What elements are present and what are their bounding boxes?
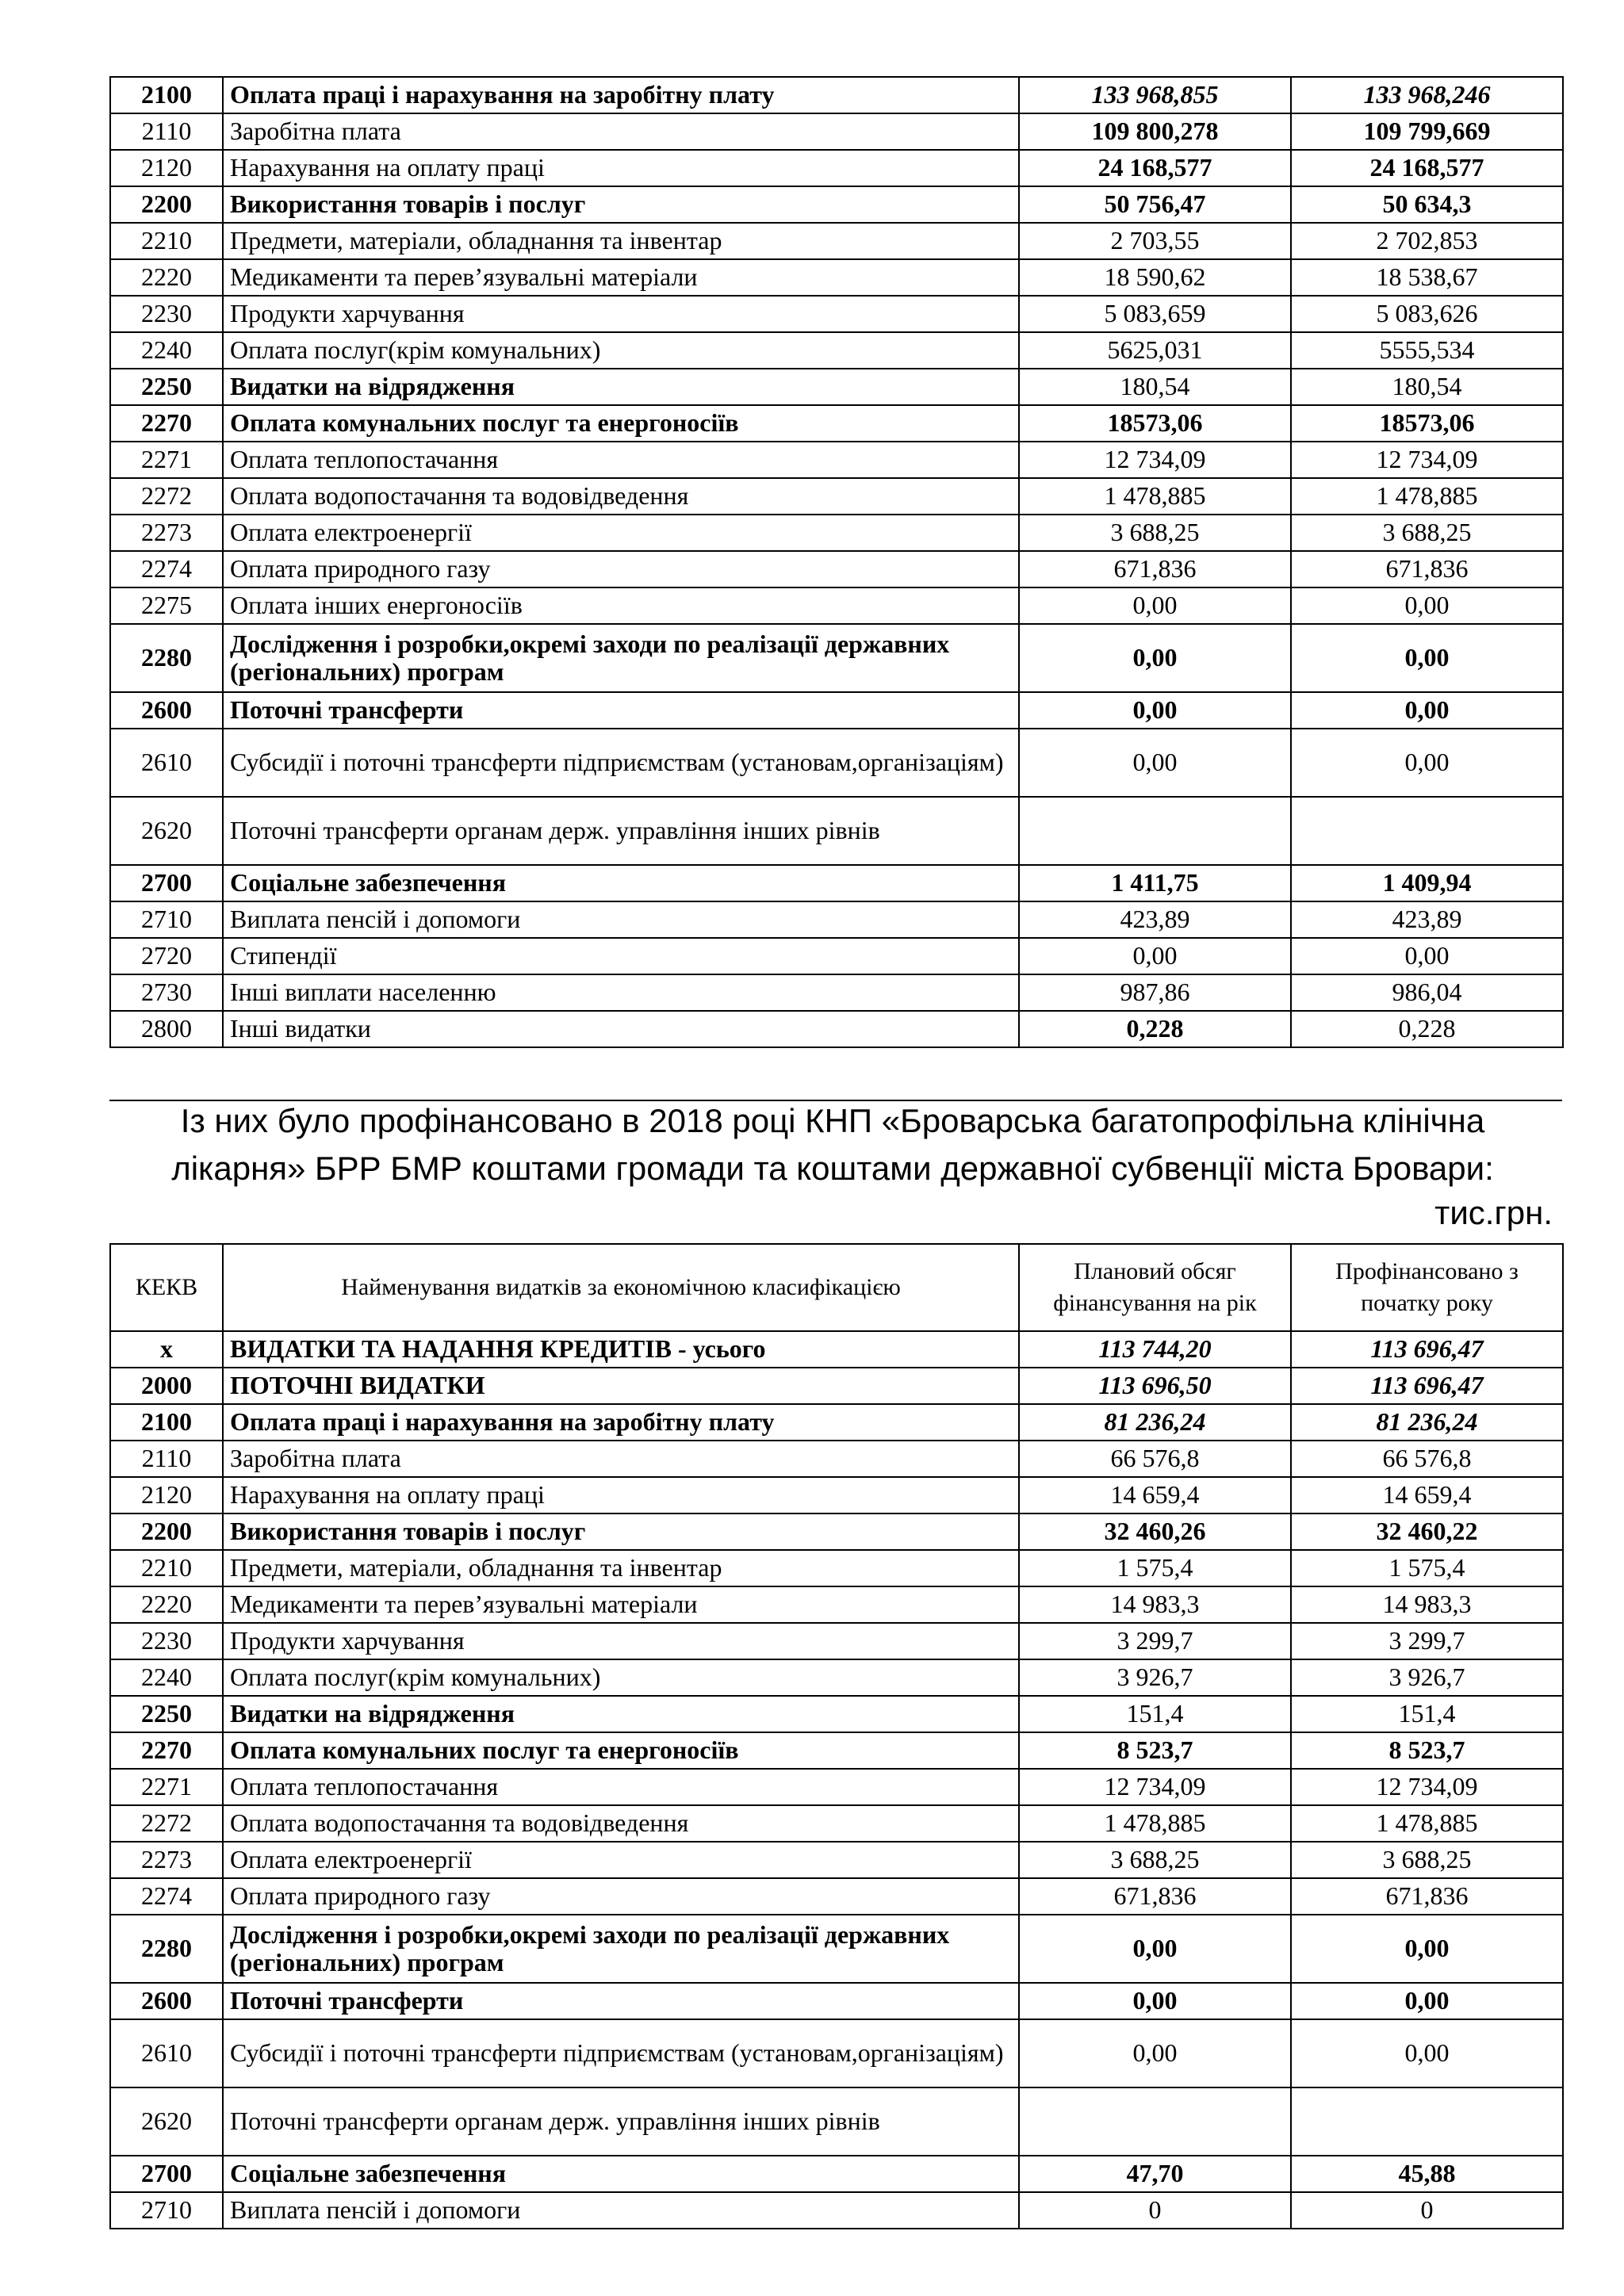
row-code: 2220 bbox=[110, 259, 223, 296]
row-name: Субсидії і поточні трансферти підприємствам (установам,організаціям) bbox=[223, 729, 1019, 797]
row-plan: 14 659,4 bbox=[1019, 1477, 1291, 1513]
row-name: ВИДАТКИ ТА НАДАННЯ КРЕДИТІВ - усього bbox=[223, 1331, 1019, 1368]
row-plan: 8 523,7 bbox=[1019, 1732, 1291, 1769]
row-code: 2240 bbox=[110, 332, 223, 369]
row-fact: 109 799,669 bbox=[1291, 113, 1563, 150]
row-code: 2280 bbox=[110, 1915, 223, 1983]
row-fact bbox=[1291, 2087, 1563, 2156]
row-name: Оплата комунальних послуг та енергоносіїв bbox=[223, 1732, 1019, 1769]
table-row bbox=[110, 1659, 1563, 1696]
row-name: Продукти харчування bbox=[223, 296, 1019, 332]
row-fact: 0,00 bbox=[1291, 1983, 1563, 2019]
table-row bbox=[110, 1513, 1563, 1550]
row-code: 2230 bbox=[110, 296, 223, 332]
row-plan: 14 983,3 bbox=[1019, 1586, 1291, 1623]
row-code: 2700 bbox=[110, 865, 223, 901]
row-fact: 3 688,25 bbox=[1291, 1842, 1563, 1878]
row-code: 2250 bbox=[110, 1696, 223, 1732]
row-name: Оплата комунальних послуг та енергоносіїв bbox=[223, 405, 1019, 442]
row-code: 2250 bbox=[110, 369, 223, 405]
row-name: Виплата пенсій і допомоги bbox=[223, 2192, 1019, 2229]
row-fact: 32 460,22 bbox=[1291, 1513, 1563, 1550]
row-name: Видатки на відрядження bbox=[223, 369, 1019, 405]
row-name: Оплата природного газу bbox=[223, 551, 1019, 587]
row-plan: 109 800,278 bbox=[1019, 113, 1291, 150]
row-name: Інші видатки bbox=[223, 1011, 1019, 1047]
table-row bbox=[110, 2156, 1563, 2192]
row-plan: 3 299,7 bbox=[1019, 1623, 1291, 1659]
row-plan: 0 bbox=[1019, 2192, 1291, 2229]
row-fact: 0,00 bbox=[1291, 1915, 1563, 1983]
row-code: 2710 bbox=[110, 2192, 223, 2229]
header-code: КЕКВ bbox=[110, 1244, 223, 1331]
table-row bbox=[110, 515, 1563, 551]
row-code: 2120 bbox=[110, 150, 223, 186]
row-plan: 3 688,25 bbox=[1019, 515, 1291, 551]
row-plan: 0,00 bbox=[1019, 1983, 1291, 2019]
row-fact: 3 299,7 bbox=[1291, 1623, 1563, 1659]
row-code: 2210 bbox=[110, 223, 223, 259]
row-code: 2271 bbox=[110, 442, 223, 478]
row-plan: 12 734,09 bbox=[1019, 1769, 1291, 1805]
row-code: 2610 bbox=[110, 2019, 223, 2087]
table-row bbox=[110, 624, 1563, 692]
row-code: 2100 bbox=[110, 1404, 223, 1441]
table-row bbox=[110, 1550, 1563, 1586]
row-fact: 1 575,4 bbox=[1291, 1550, 1563, 1586]
row-plan: 50 756,47 bbox=[1019, 186, 1291, 223]
row-fact: 0,00 bbox=[1291, 587, 1563, 624]
table-row bbox=[110, 901, 1563, 938]
row-code: 2230 bbox=[110, 1623, 223, 1659]
row-code: 2240 bbox=[110, 1659, 223, 1696]
row-name: Оплата природного газу bbox=[223, 1878, 1019, 1915]
row-fact: 8 523,7 bbox=[1291, 1732, 1563, 1769]
row-plan: 151,4 bbox=[1019, 1696, 1291, 1732]
table-row bbox=[110, 1842, 1563, 1878]
table-row bbox=[110, 2087, 1563, 2156]
row-fact: 423,89 bbox=[1291, 901, 1563, 938]
row-plan: 66 576,8 bbox=[1019, 1441, 1291, 1477]
row-plan: 3 926,7 bbox=[1019, 1659, 1291, 1696]
row-plan: 0,00 bbox=[1019, 729, 1291, 797]
table-row bbox=[110, 2019, 1563, 2087]
row-fact: 671,836 bbox=[1291, 551, 1563, 587]
row-code: 2710 bbox=[110, 901, 223, 938]
table-row bbox=[110, 405, 1563, 442]
row-fact: 12 734,09 bbox=[1291, 442, 1563, 478]
row-name: Оплата послуг(крім комунальних) bbox=[223, 1659, 1019, 1696]
table-row bbox=[110, 1011, 1563, 1047]
row-plan: 0,228 bbox=[1019, 1011, 1291, 1047]
row-name: Оплата інших енергоносіїв bbox=[223, 587, 1019, 624]
row-code: 2273 bbox=[110, 1842, 223, 1878]
row-code: 2274 bbox=[110, 551, 223, 587]
row-name: Оплата водопостачання та водовідведення bbox=[223, 1805, 1019, 1842]
row-name: Оплата праці і нарахування на заробітну плату bbox=[223, 77, 1019, 113]
expenditure-table-1-body bbox=[110, 77, 1563, 1047]
table-row bbox=[110, 1477, 1563, 1513]
row-name: Інші виплати населенню bbox=[223, 974, 1019, 1011]
row-fact: 5 083,626 bbox=[1291, 296, 1563, 332]
row-fact: 66 576,8 bbox=[1291, 1441, 1563, 1477]
row-name: Оплата теплопостачання bbox=[223, 1769, 1019, 1805]
row-fact: 12 734,09 bbox=[1291, 1769, 1563, 1805]
row-code: 2272 bbox=[110, 478, 223, 515]
row-code: 2000 bbox=[110, 1368, 223, 1404]
row-plan: 5625,031 bbox=[1019, 332, 1291, 369]
row-code: 2200 bbox=[110, 1513, 223, 1550]
row-name: Заробітна плата bbox=[223, 113, 1019, 150]
row-fact: 133 968,246 bbox=[1291, 77, 1563, 113]
row-plan: 1 411,75 bbox=[1019, 865, 1291, 901]
table-row bbox=[110, 77, 1563, 113]
row-name: Предмети, матеріали, обладнання та інвентар bbox=[223, 1550, 1019, 1586]
row-fact: 986,04 bbox=[1291, 974, 1563, 1011]
row-code: 2280 bbox=[110, 624, 223, 692]
row-name: Використання товарів і послуг bbox=[223, 186, 1019, 223]
row-name: Видатки на відрядження bbox=[223, 1696, 1019, 1732]
row-code: 2720 bbox=[110, 938, 223, 974]
row-fact: 3 926,7 bbox=[1291, 1659, 1563, 1696]
row-plan: 0,00 bbox=[1019, 624, 1291, 692]
row-plan bbox=[1019, 797, 1291, 865]
row-code: 2610 bbox=[110, 729, 223, 797]
row-fact: 50 634,3 bbox=[1291, 186, 1563, 223]
row-name: Оплата електроенергії bbox=[223, 1842, 1019, 1878]
row-name: Предмети, матеріали, обладнання та інвентар bbox=[223, 223, 1019, 259]
table-row bbox=[110, 1623, 1563, 1659]
table-row bbox=[110, 296, 1563, 332]
row-fact: 0,228 bbox=[1291, 1011, 1563, 1047]
row-code: 2272 bbox=[110, 1805, 223, 1842]
row-code: 2220 bbox=[110, 1586, 223, 1623]
row-plan: 671,836 bbox=[1019, 1878, 1291, 1915]
table-row bbox=[110, 2192, 1563, 2229]
row-plan: 12 734,09 bbox=[1019, 442, 1291, 478]
row-plan: 180,54 bbox=[1019, 369, 1291, 405]
row-code: 2620 bbox=[110, 2087, 223, 2156]
row-fact: 180,54 bbox=[1291, 369, 1563, 405]
row-plan: 18573,06 bbox=[1019, 405, 1291, 442]
row-fact: 0,00 bbox=[1291, 692, 1563, 729]
row-name: Поточні трансферти органам держ. управління інших рівнів bbox=[223, 2087, 1019, 2156]
row-name: Соціальне забезпечення bbox=[223, 2156, 1019, 2192]
row-name: Субсидії і поточні трансферти підприємствам (установам,організаціям) bbox=[223, 2019, 1019, 2087]
table-row bbox=[110, 974, 1563, 1011]
row-fact: 3 688,25 bbox=[1291, 515, 1563, 551]
row-plan: 113 744,20 bbox=[1019, 1331, 1291, 1368]
row-fact: 1 478,885 bbox=[1291, 1805, 1563, 1842]
row-plan: 32 460,26 bbox=[1019, 1513, 1291, 1550]
row-code: 2275 bbox=[110, 587, 223, 624]
row-plan: 5 083,659 bbox=[1019, 296, 1291, 332]
table-row bbox=[110, 729, 1563, 797]
expenditure-table-2-body bbox=[110, 1244, 1563, 2229]
row-fact: 671,836 bbox=[1291, 1878, 1563, 1915]
table-row bbox=[110, 1915, 1563, 1983]
row-fact: 81 236,24 bbox=[1291, 1404, 1563, 1441]
row-name: Дослідження і розробки,окремі заходи по реалізації державних (регіональних) програм bbox=[223, 1915, 1019, 1983]
row-name: Оплата праці і нарахування на заробітну плату bbox=[223, 1404, 1019, 1441]
row-plan: 1 478,885 bbox=[1019, 478, 1291, 515]
table-row bbox=[110, 865, 1563, 901]
row-code: 2100 bbox=[110, 77, 223, 113]
row-plan bbox=[1019, 2087, 1291, 2156]
row-code: 2270 bbox=[110, 405, 223, 442]
table-row bbox=[110, 551, 1563, 587]
row-name: Соціальне забезпечення bbox=[223, 865, 1019, 901]
row-name: Поточні трансферти bbox=[223, 1983, 1019, 2019]
table-row bbox=[110, 1586, 1563, 1623]
row-name: Поточні трансферти bbox=[223, 692, 1019, 729]
row-fact: 0,00 bbox=[1291, 624, 1563, 692]
table-row bbox=[110, 1732, 1563, 1769]
row-fact: 14 983,3 bbox=[1291, 1586, 1563, 1623]
row-code: 2274 bbox=[110, 1878, 223, 1915]
table-row bbox=[110, 587, 1563, 624]
row-fact: 1 409,94 bbox=[1291, 865, 1563, 901]
table-row bbox=[110, 1696, 1563, 1732]
table-row bbox=[110, 1769, 1563, 1805]
row-plan: 18 590,62 bbox=[1019, 259, 1291, 296]
unit-label: тис.грн. bbox=[1434, 1194, 1553, 1231]
row-fact: 1 478,885 bbox=[1291, 478, 1563, 515]
row-name: Виплата пенсій і допомоги bbox=[223, 901, 1019, 938]
row-name: Дослідження і розробки,окремі заходи по реалізації державних (регіональних) програм bbox=[223, 624, 1019, 692]
row-code: 2620 bbox=[110, 797, 223, 865]
intro-paragraph: Із них було профінансовано в 2018 році КНП «Броварська багатопрофільна клінічна лікарня» БРР БМР коштами громади та коштами державної субвенції міста Бровари: bbox=[171, 1102, 1494, 1187]
row-fact: 18 538,67 bbox=[1291, 259, 1563, 296]
table-row bbox=[110, 1368, 1563, 1404]
table-row bbox=[110, 478, 1563, 515]
row-fact bbox=[1291, 797, 1563, 865]
row-code: 2273 bbox=[110, 515, 223, 551]
table-row bbox=[110, 1805, 1563, 1842]
row-name: ПОТОЧНІ ВИДАТКИ bbox=[223, 1368, 1019, 1404]
table-row bbox=[110, 797, 1563, 865]
row-plan: 671,836 bbox=[1019, 551, 1291, 587]
row-code: 2110 bbox=[110, 113, 223, 150]
row-plan: 423,89 bbox=[1019, 901, 1291, 938]
row-fact: 0,00 bbox=[1291, 729, 1563, 797]
header-fact: Профінансовано з початку року bbox=[1291, 1244, 1563, 1331]
header-plan: Плановий обсяг фінансування на рік bbox=[1019, 1244, 1291, 1331]
row-plan: 0,00 bbox=[1019, 2019, 1291, 2087]
row-fact: 0,00 bbox=[1291, 938, 1563, 974]
row-code: 2600 bbox=[110, 1983, 223, 2019]
row-fact: 113 696,47 bbox=[1291, 1331, 1563, 1368]
row-name: Стипендії bbox=[223, 938, 1019, 974]
table-row bbox=[110, 223, 1563, 259]
row-fact: 14 659,4 bbox=[1291, 1477, 1563, 1513]
row-name: Оплата теплопостачання bbox=[223, 442, 1019, 478]
row-code: 2200 bbox=[110, 186, 223, 223]
row-plan: 24 168,577 bbox=[1019, 150, 1291, 186]
table-row bbox=[110, 1441, 1563, 1477]
row-fact: 24 168,577 bbox=[1291, 150, 1563, 186]
row-plan: 81 236,24 bbox=[1019, 1404, 1291, 1441]
table-row bbox=[110, 1983, 1563, 2019]
expenditure-table-1 bbox=[109, 76, 1564, 1048]
header-name: Найменування видатків за економічною класифікацією bbox=[223, 1244, 1019, 1331]
row-name: Використання товарів і послуг bbox=[223, 1513, 1019, 1550]
row-plan: 1 575,4 bbox=[1019, 1550, 1291, 1586]
table-row bbox=[110, 1404, 1563, 1441]
row-fact: 0,00 bbox=[1291, 2019, 1563, 2087]
table-row bbox=[110, 369, 1563, 405]
row-name: Продукти харчування bbox=[223, 1623, 1019, 1659]
row-fact: 151,4 bbox=[1291, 1696, 1563, 1732]
table-header-row bbox=[110, 1244, 1563, 1331]
row-plan: 0,00 bbox=[1019, 1915, 1291, 1983]
row-plan: 2 703,55 bbox=[1019, 223, 1291, 259]
row-fact: 113 696,47 bbox=[1291, 1368, 1563, 1404]
row-plan: 0,00 bbox=[1019, 938, 1291, 974]
row-name: Медикаменти та перев’язувальні матеріали bbox=[223, 259, 1019, 296]
table-row bbox=[110, 186, 1563, 223]
row-fact: 5555,534 bbox=[1291, 332, 1563, 369]
row-name: Медикаменти та перев’язувальні матеріали bbox=[223, 1586, 1019, 1623]
row-plan: 47,70 bbox=[1019, 2156, 1291, 2192]
row-name: Оплата водопостачання та водовідведення bbox=[223, 478, 1019, 515]
row-name: Нарахування на оплату праці bbox=[223, 1477, 1019, 1513]
row-code: 2120 bbox=[110, 1477, 223, 1513]
row-code: 2110 bbox=[110, 1441, 223, 1477]
row-fact: 45,88 bbox=[1291, 2156, 1563, 2192]
table-row bbox=[110, 938, 1563, 974]
table-row bbox=[110, 150, 1563, 186]
row-code: 2271 bbox=[110, 1769, 223, 1805]
table-row bbox=[110, 692, 1563, 729]
table-row bbox=[110, 332, 1563, 369]
table-row bbox=[110, 259, 1563, 296]
table-row bbox=[110, 113, 1563, 150]
table-row bbox=[110, 1878, 1563, 1915]
row-plan: 0,00 bbox=[1019, 587, 1291, 624]
row-code: 2600 bbox=[110, 692, 223, 729]
row-code: 2700 bbox=[110, 2156, 223, 2192]
row-code: 2800 bbox=[110, 1011, 223, 1047]
row-code: 2270 bbox=[110, 1732, 223, 1769]
row-fact: 0 bbox=[1291, 2192, 1563, 2229]
row-plan: 133 968,855 bbox=[1019, 77, 1291, 113]
row-name: Оплата електроенергії bbox=[223, 515, 1019, 551]
row-plan: 3 688,25 bbox=[1019, 1842, 1291, 1878]
row-plan: 113 696,50 bbox=[1019, 1368, 1291, 1404]
row-code: 2730 bbox=[110, 974, 223, 1011]
row-plan: 0,00 bbox=[1019, 692, 1291, 729]
table-row bbox=[110, 1331, 1563, 1368]
row-plan: 1 478,885 bbox=[1019, 1805, 1291, 1842]
row-code: 2210 bbox=[110, 1550, 223, 1586]
row-name: Заробітна плата bbox=[223, 1441, 1019, 1477]
row-fact: 2 702,853 bbox=[1291, 223, 1563, 259]
row-plan: 987,86 bbox=[1019, 974, 1291, 1011]
table-row bbox=[110, 442, 1563, 478]
row-fact: 18573,06 bbox=[1291, 405, 1563, 442]
expenditure-table-2 bbox=[109, 1243, 1564, 2229]
row-name: Оплата послуг(крім комунальних) bbox=[223, 332, 1019, 369]
row-code: х bbox=[110, 1331, 223, 1368]
row-name: Поточні трансферти органам держ. управління інших рівнів bbox=[223, 797, 1019, 865]
row-name: Нарахування на оплату праці bbox=[223, 150, 1019, 186]
